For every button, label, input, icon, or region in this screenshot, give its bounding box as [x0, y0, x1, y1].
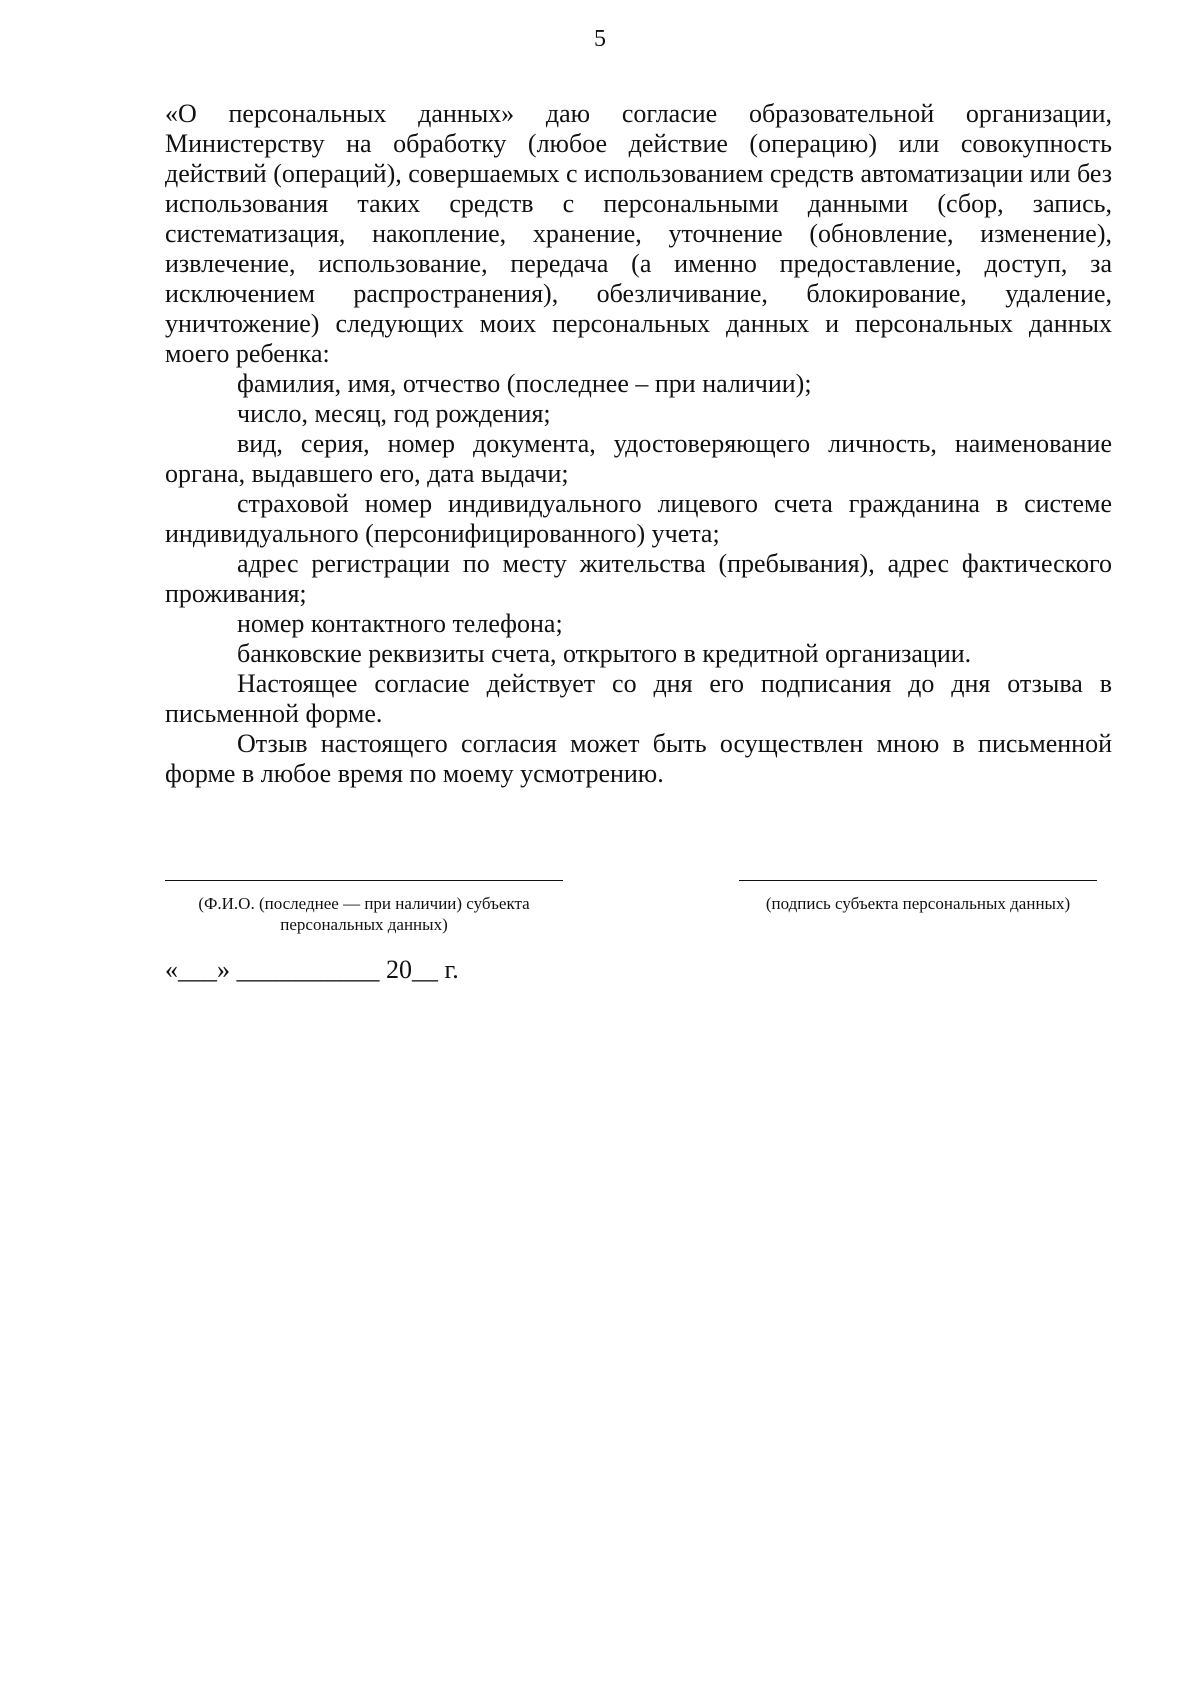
name-signature-block — [165, 880, 563, 935]
list-item-id-document: вид, серия, номер документа, удостоверяющего личность, наименование органа, выдавшего его, дата выдачи; — [165, 429, 1112, 488]
document-body — [165, 99, 1112, 789]
list-item-birth-date: число, месяц, год рождения; — [237, 399, 551, 428]
signature-caption: (подпись субъекта персональных данных) — [765, 894, 1071, 913]
list-item-phone: номер контактного телефона; — [237, 609, 563, 638]
list-item-address: адрес регистрации по месту жительства (пребывания), адрес фактического проживания; — [165, 549, 1112, 608]
signature-blank-line — [739, 880, 1097, 881]
list-item-insurance-number: страховой номер индивидуального лицевого счета гражданина в системе индивидуального (персонифицированного) учета; — [165, 489, 1112, 548]
signature-block — [739, 880, 1097, 914]
list-item-bank-details: банковские реквизиты счета, открытого в кредитной организации. — [237, 639, 972, 668]
list-item-full-name: фамилия, имя, отчество (последнее – при наличии); — [237, 369, 812, 398]
page-number: 5 — [594, 26, 606, 52]
validity-paragraph: Настоящее согласие действует со дня его подписания до дня отзыва в письменной форме. — [165, 669, 1112, 728]
name-blank-line — [165, 880, 563, 881]
date-field: «___» ___________ 20__ г. — [165, 955, 459, 984]
name-caption: (Ф.И.О. (последнее — при наличии) субъекта персональных данных) — [198, 894, 530, 934]
intro-paragraph: «О персональных данных» даю согласие образовательной организации, Министерству на обработку (любое действие (операцию) или совокупность действий (операций), совершаемых с использованием средств автоматизации или без использования таких средств с персональными данными (сбор, запись, систематизация, накопление, хранение, уточнение (обновление, изменение), извлечение, использование, передача (а именно предоставление, доступ, за исключением распространения), обезличивание, блокирование, удаление, уничтожение) следующих моих персональных данных и персональных данных моего ребенка: — [165, 99, 1112, 368]
withdrawal-paragraph: Отзыв настоящего согласия может быть осуществлен мною в письменной форме в любое время по моему усмотрению. — [165, 729, 1112, 788]
